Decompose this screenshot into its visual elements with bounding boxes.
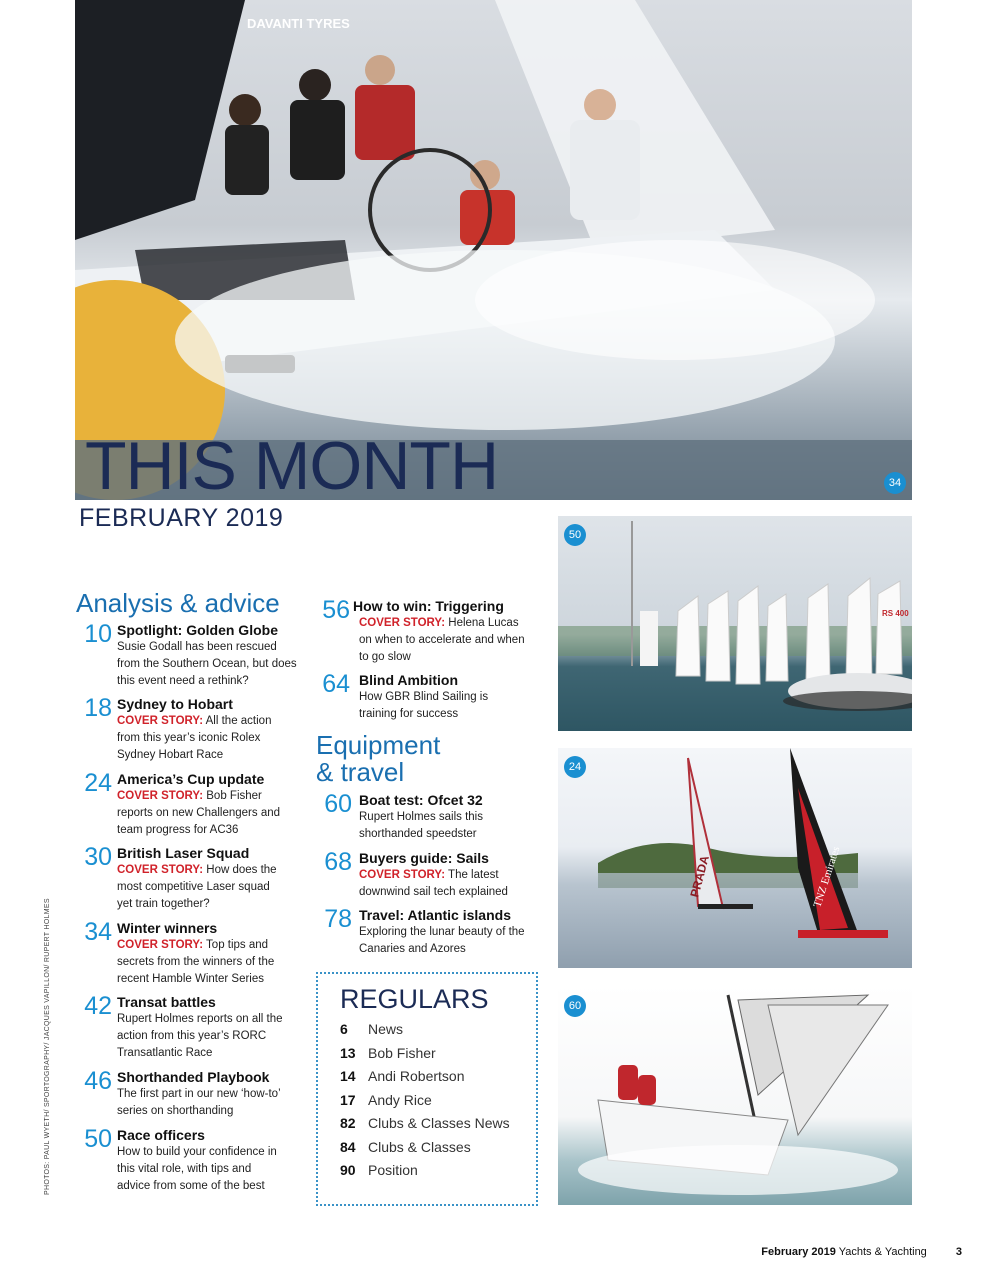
cover-story-label: COVER STORY: — [359, 617, 446, 629]
photo-americas-cup — [558, 748, 912, 968]
hero-sail-logo: DAVANTI TYRES — [247, 16, 350, 31]
regulars-label: Position — [368, 1162, 418, 1178]
cover-story-label: COVER STORY: — [117, 715, 204, 727]
entry-title: Spotlight: Golden Globe — [117, 622, 278, 638]
photo-page-badge: 60 — [564, 995, 586, 1017]
entry-page-number: 60 — [324, 790, 352, 818]
regulars-page: 84 — [340, 1139, 356, 1155]
entry-title: Transat battles — [117, 994, 216, 1010]
entry-page-number: 18 — [84, 694, 112, 722]
entry-title: Shorthanded Playbook — [117, 1069, 270, 1085]
entry-page-number: 30 — [84, 843, 112, 871]
sail-number-text: RS 400 — [882, 609, 909, 618]
regulars-label: Andy Rice — [368, 1092, 432, 1108]
regulars-label: Clubs & Classes — [368, 1139, 471, 1155]
entry-title: Race officers — [117, 1127, 205, 1143]
entry-title: How to win: Triggering — [353, 598, 504, 614]
entry-title: Travel: Atlantic islands — [359, 907, 511, 923]
regulars-page: 14 — [340, 1068, 356, 1084]
regulars-page: 13 — [340, 1045, 356, 1061]
entry-description: Helena Lucas on when to accelerate and when to go slow — [359, 617, 525, 663]
entry-description: Bob Fisher reports on new Challengers and team progress for AC36 — [117, 790, 281, 836]
entry-title: British Laser Squad — [117, 845, 250, 861]
entry-description: Exploring the lunar beauty of the Canaries and Azores — [359, 926, 525, 955]
entry-page-number: 64 — [322, 670, 350, 698]
hero-boat-illustration — [75, 0, 912, 500]
regulars-page: 82 — [340, 1115, 356, 1131]
entry-description: How GBR Blind Sailing is training for success — [359, 691, 489, 720]
entry-description: Rupert Holmes sails this shorthanded speedster — [359, 811, 483, 840]
cover-story-label: COVER STORY: — [359, 869, 446, 881]
entry-page-number: 50 — [84, 1125, 112, 1153]
entry-page-number: 34 — [84, 918, 112, 946]
entry-description: Top tips and secrets from the winners of the recent Hamble Winter Series — [117, 939, 275, 985]
regulars-label: News — [368, 1021, 404, 1037]
hero-photo — [75, 0, 912, 500]
photo-credit: PHOTOS: PAUL WYETH/ SPORTOGRAPHY/ JACQUES VAPILLON/ RUPERT HOLMES — [44, 898, 51, 1195]
regulars-item[interactable] — [340, 1068, 465, 1084]
entry-page-number: 24 — [84, 769, 112, 797]
regulars-item[interactable] — [340, 1021, 403, 1037]
cover-story-label: COVER STORY: — [117, 939, 204, 951]
entry-page-number: 10 — [84, 620, 112, 648]
entry-title: Boat test: Ofcet 32 — [359, 792, 483, 808]
entry-title: America’s Cup update — [117, 771, 265, 787]
entry-page-number: 56 — [322, 596, 350, 624]
regulars-label: Andi Robertson — [368, 1068, 465, 1084]
footer-magazine: Yachts & Yachting — [838, 1246, 927, 1258]
regulars-box — [316, 972, 538, 1206]
regulars-item[interactable] — [340, 1162, 418, 1178]
entry-page-number: 46 — [84, 1067, 112, 1095]
entry-title: Winter winners — [117, 920, 218, 936]
entry-description: How does the most competitive Laser squad yet train together? — [117, 864, 277, 910]
section-heading-line: Equipment — [316, 730, 441, 760]
entry-title: Sydney to Hobart — [117, 696, 233, 712]
page-footer — [0, 1246, 962, 1258]
entry-description: Susie Godall has been rescued from the Southern Ocean, but does this event need a rethink? — [117, 641, 297, 687]
entry-description: The first part in our new ‘how-to’ series on shorthanding — [117, 1088, 281, 1117]
entry-page-number: 42 — [84, 992, 112, 1020]
entry-description: How to build your confidence in this vital role, with tips and advice from some of the best — [117, 1146, 277, 1192]
page-title: THIS MONTH — [85, 428, 499, 500]
regulars-page: 90 — [340, 1162, 356, 1178]
section-heading-equipment — [316, 732, 440, 787]
regulars-item[interactable] — [340, 1139, 471, 1155]
regulars-heading: REGULARS — [340, 984, 489, 1014]
regulars-label: Bob Fisher — [368, 1045, 436, 1061]
regulars-item[interactable] — [340, 1045, 436, 1061]
entry-page-number: 68 — [324, 848, 352, 876]
entry-title: Buyers guide: Sails — [359, 850, 489, 866]
entry-description: The latest downwind sail tech explained — [359, 869, 508, 898]
footer-month: February 2019 — [761, 1246, 836, 1258]
issue-date: FEBRUARY 2019 — [79, 504, 284, 532]
photo-dinghy-fleet — [558, 516, 912, 731]
photo-page-badge: 50 — [564, 524, 586, 546]
hero-page-badge: 34 — [884, 472, 906, 494]
footer-page-number: 3 — [955, 1246, 962, 1258]
sail-brand-text: PRADA — [687, 853, 712, 899]
section-heading-line: & travel — [316, 757, 405, 788]
cover-story-label: COVER STORY: — [117, 864, 204, 876]
regulars-label: Clubs & Classes News — [368, 1115, 510, 1131]
entry-page-number: 78 — [324, 905, 352, 933]
photo-page-badge: 24 — [564, 756, 586, 778]
regulars-item[interactable] — [340, 1092, 432, 1108]
regulars-page: 6 — [340, 1021, 348, 1037]
regulars-item[interactable] — [340, 1115, 510, 1131]
regulars-page: 17 — [340, 1092, 356, 1108]
cover-story-label: COVER STORY: — [117, 790, 204, 802]
sail-brand-text: TNZ Emirates — [811, 845, 843, 909]
entry-description: Rupert Holmes reports on all the action from this year’s RORC Transatlantic Race — [117, 1013, 283, 1059]
entry-title: Blind Ambition — [359, 672, 459, 688]
entry-description: All the action from this year’s iconic Rolex Sydney Hobart Race — [117, 715, 272, 761]
photo-boat-test — [558, 985, 912, 1205]
section-heading-analysis: Analysis & advice — [76, 588, 280, 618]
